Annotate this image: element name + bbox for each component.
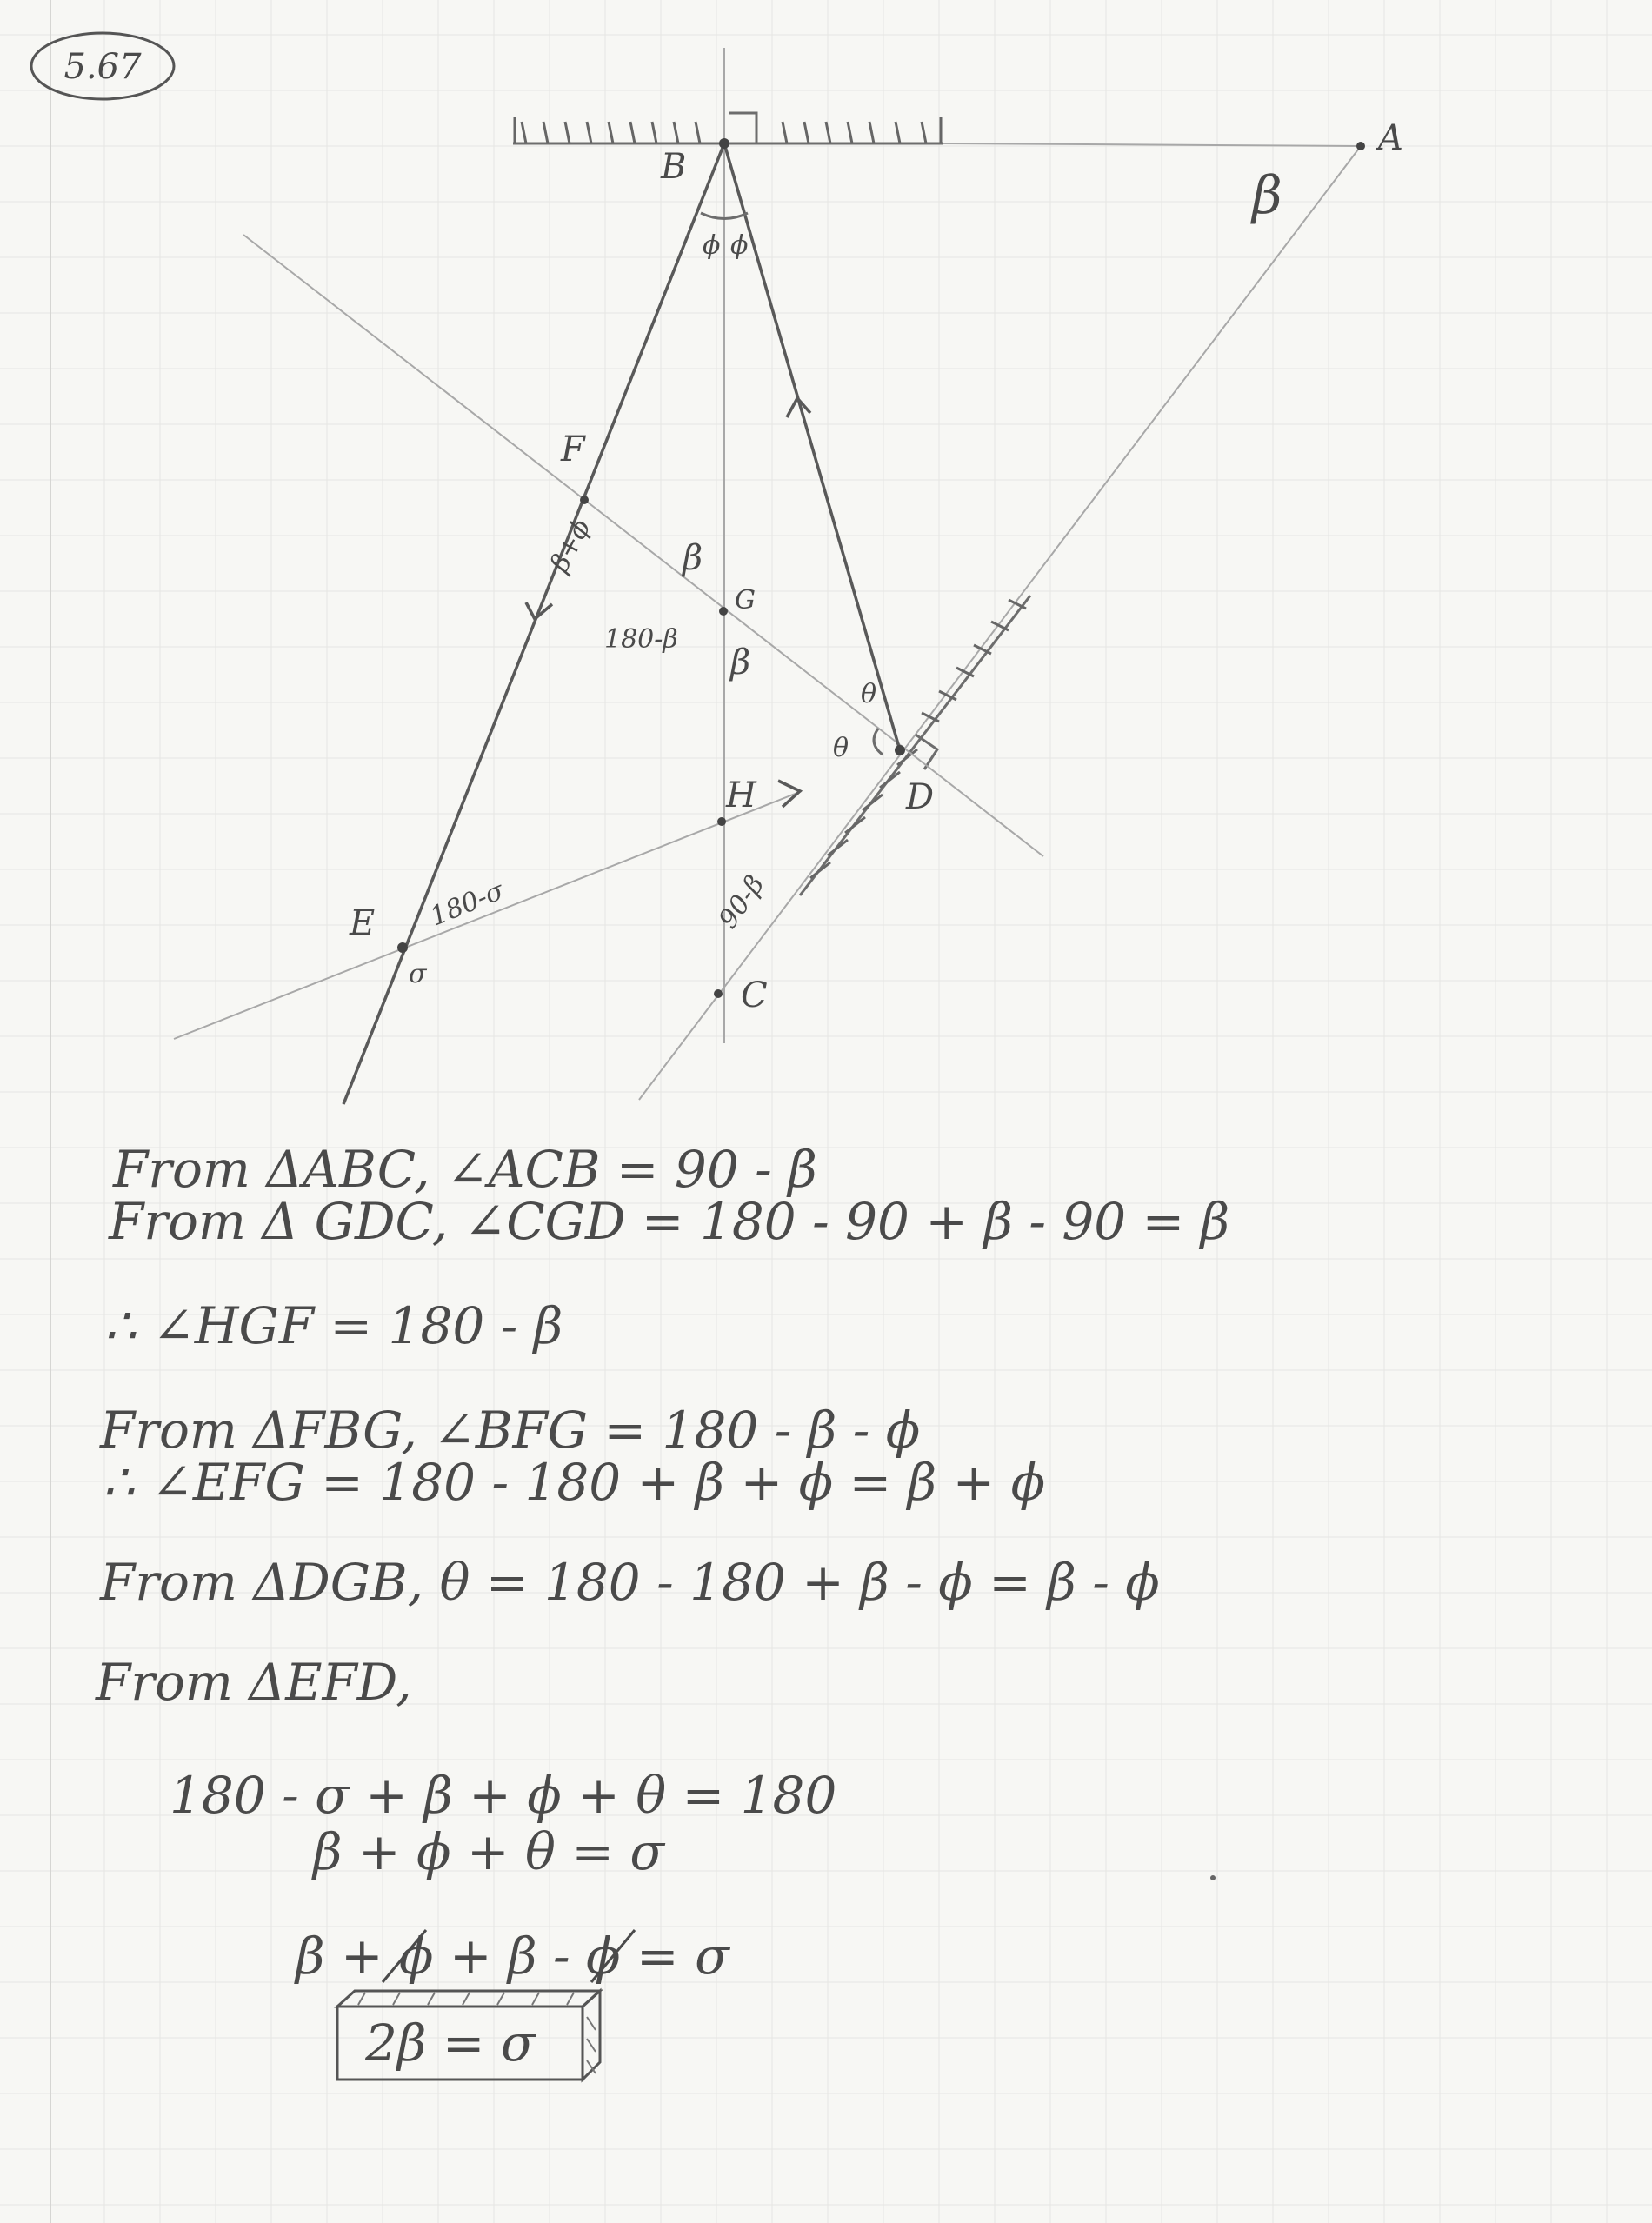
angle-phi-left: ϕ [703, 230, 721, 261]
right-angle-mark-b [729, 113, 756, 143]
label-f: F [561, 429, 585, 469]
angle-90-minus-beta: 90-β [712, 869, 771, 935]
arrow-on-db [787, 398, 810, 417]
angle-180-minus-sigma: 180-σ [425, 875, 509, 933]
normal-at-d [243, 235, 1043, 856]
label-g: G [735, 585, 756, 616]
label-a: A [1378, 118, 1403, 158]
svg-text:β + ϕ + β -: β + ϕ + β - ϕ = σ [296, 1927, 729, 1986]
label-e: E [350, 903, 376, 943]
work-line-4: From ΔFBG, ∠BFG = 180 - β - ϕ [100, 1401, 921, 1460]
answer-box [337, 1991, 600, 2080]
cancelled-phi-2: ϕ [586, 1927, 621, 1986]
angle-sigma: σ [409, 959, 427, 989]
ray-diagram [174, 48, 1403, 1104]
angle-180-minus-beta: 180-β [604, 624, 678, 655]
problem-number: 5.67 [63, 47, 142, 87]
label-c: C [741, 975, 768, 1015]
answer-text: 2β = σ [365, 2013, 536, 2073]
work-line-1: From ΔABC, ∠ACB = 90 - β [113, 1140, 817, 1199]
work-line-7: From ΔEFD, [96, 1653, 412, 1712]
arrow-on-ed [778, 781, 800, 807]
angle-theta-upper: θ [861, 679, 877, 709]
angle-beta-plus-phi: β+ϕ [544, 514, 597, 577]
work-line-2: From Δ GDC, ∠CGD = 180 - 90 + β - 90 = β [109, 1192, 1230, 1251]
angle-beta-above-g: β [683, 538, 703, 578]
stray-pencil-dot [1210, 1875, 1216, 1880]
label-d: D [906, 777, 935, 817]
label-b: B [661, 147, 687, 187]
ray-d-to-b [724, 143, 900, 750]
angle-beta-below-g: β [730, 642, 751, 682]
ray-e-to-d [174, 791, 802, 1039]
top-mirror-hatching [515, 117, 941, 143]
work-line-9: β + ϕ + θ = σ [313, 1822, 664, 1881]
work-line-10 [294, 1927, 730, 1986]
line-a-to-c [639, 146, 1361, 1100]
angle-beta-a: β [1252, 165, 1282, 226]
theta-arc [874, 729, 883, 755]
work-line-5: ∴ ∠EFG = 180 - 180 + β + ϕ = β + ϕ [103, 1453, 1046, 1512]
label-h: H [726, 775, 756, 815]
angle-phi-right: ϕ [730, 230, 749, 261]
cancelled-phi-1: ϕ [399, 1927, 434, 1986]
work-line-6: From ΔDGB, θ = 180 - 180 + β - ϕ = β - ϕ [100, 1553, 1160, 1612]
angle-theta-left: θ [833, 733, 849, 763]
work-line-8: 180 - σ + β + ϕ + θ = 180 [170, 1766, 837, 1825]
solution-work [95, 1140, 1229, 2080]
work-line-3: ∴ ∠HGF = 180 - β [104, 1296, 563, 1355]
